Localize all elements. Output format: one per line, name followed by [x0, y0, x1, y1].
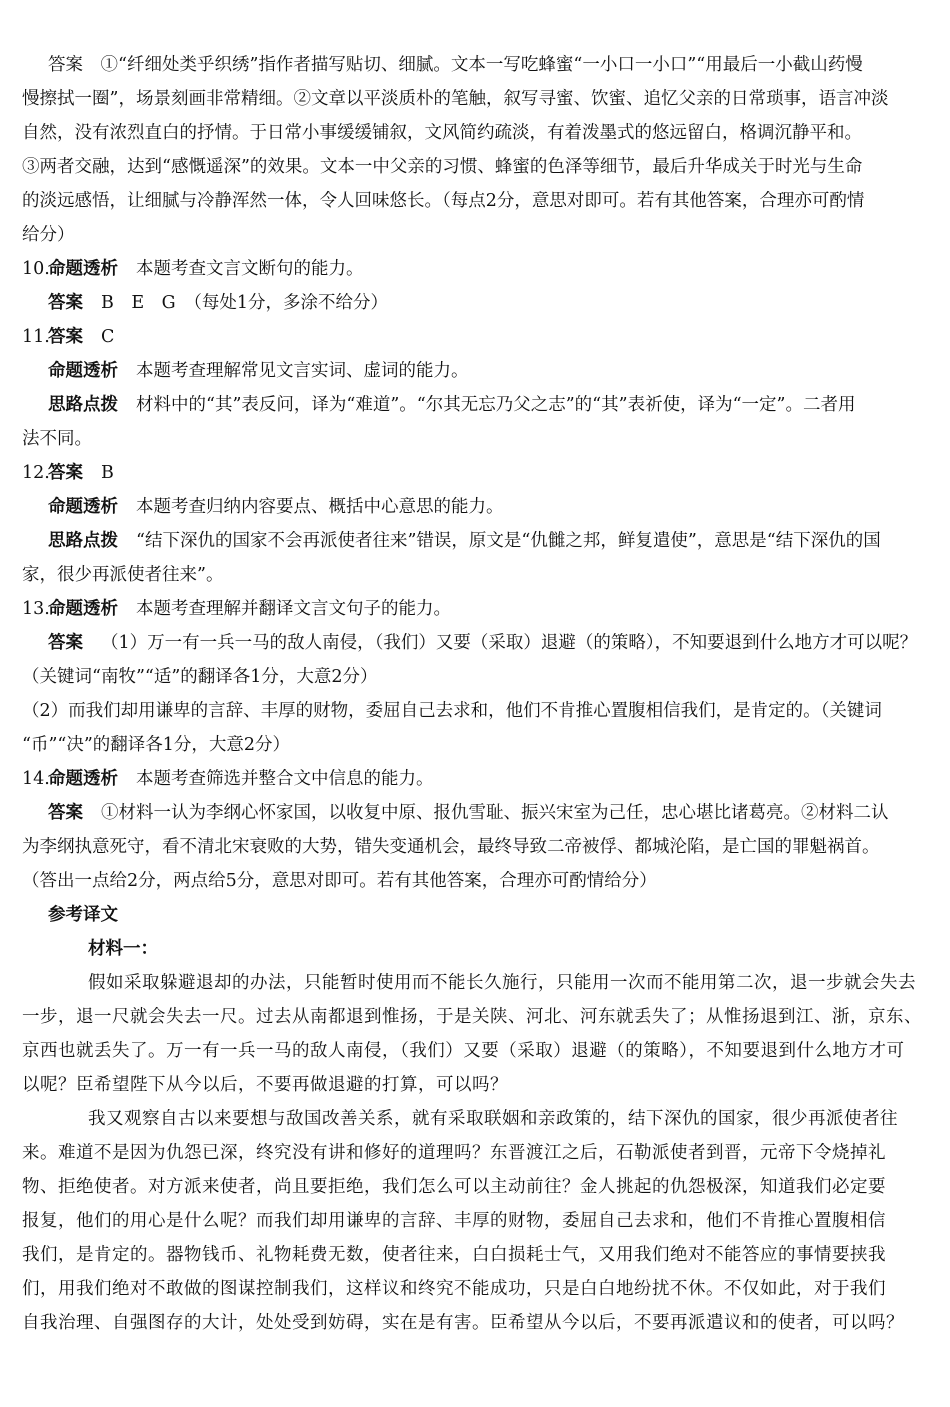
line-text: B [101, 463, 114, 483]
question-number: 12. [22, 463, 50, 483]
translation-line [0, 1136, 950, 1170]
question-13 [0, 592, 950, 626]
line-text: （关键词“南牧”“适”的翻译各1分，大意2分） [22, 667, 378, 687]
section-label: 答案 [48, 327, 83, 347]
line-text: “币”“决”的翻译各1分，大意2分） [22, 735, 291, 755]
text-line [0, 218, 950, 252]
question-14 [0, 762, 950, 796]
line-text: B E G （每处1分，多涂不给分） [101, 293, 388, 313]
line-text: 本题考查理解常见文言实词、虚词的能力。 [136, 361, 469, 381]
translation-line [0, 1272, 950, 1306]
section-label: 命题透析 [48, 599, 118, 619]
line-text: 本题考查筛选并整合文中信息的能力。 [136, 769, 434, 789]
line-text: 本题考查理解并翻译文言文句子的能力。 [136, 599, 451, 619]
line-text: 我又观察自古以来要想与敌国改善关系，就有采取联姻和亲政策的，结下深仇的国家，很少再派使者往 [88, 1109, 898, 1129]
translation-line [0, 1170, 950, 1204]
translation-line [0, 1068, 950, 1102]
question-number: 14. [22, 769, 50, 789]
translation-line [0, 966, 950, 1000]
question-number: 10. [22, 259, 50, 279]
section-label: 命题透析 [48, 769, 118, 789]
line-text: 假如采取躲避退却的办法，只能暂时使用而不能长久施行，只能用一次而不能用第二次，退一步就会失去 [88, 973, 916, 993]
text-line [0, 660, 950, 694]
line-text: 的淡远感悟，让细腻与冷静浑然一体，令人回味悠长。（每点2分，意思对即可。若有其他答案，合理亦可酌情 [22, 191, 865, 211]
section-label: 命题透析 [48, 361, 118, 381]
line-text: 材料中的“其”表反问，译为“难道”。“尔其无忘乃父之志”的“其”表祈使，译为“一定”。二者用 [136, 395, 856, 415]
line-text: 为李纲执意死守，看不清北宋衰败的大势，错失变通机会，最终导致二帝被俘、都城沦陷，是亡国的罪魁祸首。 [22, 837, 880, 857]
translation-line [0, 1102, 950, 1136]
text-line [0, 728, 950, 762]
line-text: 们，用我们绝对不敢做的图谋控制我们，这样议和终究不能成功，只是白白地纷扰不休。不仅如此，对于我们 [22, 1279, 886, 1299]
section-label: 参考译文 [48, 905, 118, 925]
line-text: 物、拒绝使者。对方派来使者，尚且要拒绝，我们怎么可以主动前往？金人挑起的仇怨极深，知道我们必定要 [22, 1177, 886, 1197]
line-text: （答出一点给2分，两点给5分，意思对即可。若有其他答案，合理亦可酌情给分） [22, 871, 657, 891]
line-text: 报复，他们的用心是什么呢？而我们却用谦卑的言辞、丰厚的财物，委屈自己去求和，他们不肯推心置腹相信 [22, 1211, 886, 1231]
question-number: 11. [22, 327, 50, 347]
line-text: 本题考查文言文断句的能力。 [136, 259, 364, 279]
answer-content [0, 48, 950, 1340]
question-10 [0, 252, 950, 286]
line-text: 家，很少再派使者往来”。 [22, 565, 224, 585]
text-line [0, 184, 950, 218]
text-line [0, 422, 950, 456]
line-text: 自然，没有浓烈直白的抒情。于日常小事缓缓铺叙，文风简约疏淡，有着泼墨式的悠远留白，格调沉静平和。 [22, 123, 862, 143]
text-line [0, 82, 950, 116]
line-text: “结下深仇的国家不会再派使者往来”错误，原文是“仇雠之邦，鲜复遣使”，意思是“结下深仇的国 [136, 531, 881, 551]
line-text: 一步，退一尺就会失去一尺。过去从南都退到惟扬，于是关陕、河北、河东就丢失了；从惟扬退到江、浙，京东、 [22, 1007, 922, 1027]
material-heading [0, 932, 950, 966]
line-text: C [101, 327, 115, 347]
text-line [0, 150, 950, 184]
question-11 [0, 320, 950, 354]
section-label: 命题透析 [48, 259, 118, 279]
line-text: ③两者交融，达到“感慨遥深”的效果。文本一中父亲的习惯、蜂蜜的色泽等细节，最后升华成关于时光与生命 [22, 157, 863, 177]
question-12 [0, 456, 950, 490]
translation-line [0, 1204, 950, 1238]
translation-line [0, 1000, 950, 1034]
section-label: 命题透析 [48, 497, 118, 517]
line-text: 本题考查归纳内容要点、概括中心意思的能力。 [136, 497, 504, 517]
line-text: 来。难道不是因为仇怨已深，终究没有讲和修好的道理吗？东晋渡江之后，石勒派使者到晋，元帝下令烧掉礼 [22, 1143, 886, 1163]
section-label: 思路点拨 [48, 395, 118, 415]
line-text: 慢擦拭一圈”，场景刻画非常精细。②文章以平淡质朴的笔触，叙写寻蜜、饮蜜、追忆父亲的日常琐事，语言冲淡 [22, 89, 889, 109]
section-label: 答案 [48, 803, 83, 823]
line-text: 京西也就丢失了。万一有一兵一马的敌人南侵，（我们）又要（采取）退避（的策略），不知要退到什么地方才可 [22, 1041, 905, 1061]
section-label: 答案 [48, 293, 83, 313]
answer-line [0, 286, 950, 320]
question-number: 13. [22, 599, 50, 619]
text-line [0, 830, 950, 864]
text-line [0, 558, 950, 592]
translation-line [0, 1034, 950, 1068]
analysis-line [0, 354, 950, 388]
translation-heading [0, 898, 950, 932]
line-text: 给分） [22, 225, 75, 245]
text-line [0, 694, 950, 728]
section-label: 思路点拨 [48, 531, 118, 551]
text-line [0, 116, 950, 150]
translation-line [0, 1306, 950, 1340]
line-text: 我们，是肯定的。器物钱币、礼物耗费无数，使者往来，白白损耗士气，又用我们绝对不能答应的事情要挟我 [22, 1245, 886, 1265]
answer-line [0, 626, 950, 660]
hint-line [0, 388, 950, 422]
line-text: 答案 ①“纤细处类乎织绣”指作者描写贴切、细腻。文本一写吃蜂蜜“一小口一小口”“用最后一小截山药慢 [48, 55, 863, 75]
analysis-line [0, 490, 950, 524]
text-line [0, 864, 950, 898]
line-text: （2）而我们却用谦卑的言辞、丰厚的财物，委屈自己去求和，他们不肯推心置腹相信我们，是肯定的。（关键词 [22, 701, 882, 721]
line-text: ①材料一认为李纲心怀家国，以收复中原、报仇雪耻、振兴宋室为己任，忠心堪比诸葛亮。②材料二认 [101, 803, 889, 823]
section-label: 答案 [48, 633, 83, 653]
line-text: 法不同。 [22, 429, 92, 449]
line-text: 以呢？臣希望陛下从今以后，不要再做退避的打算，可以吗？ [22, 1075, 508, 1095]
line-text: （1）万一有一兵一马的敌人南侵，（我们）又要（采取）退避（的策略），不知要退到什么地方才可以呢？ [101, 633, 918, 653]
translation-line [0, 1238, 950, 1272]
answer-line [0, 796, 950, 830]
hint-line [0, 524, 950, 558]
material-label: 材料一： [88, 939, 158, 959]
section-label: 答案 [48, 463, 83, 483]
text-line [0, 48, 950, 82]
line-text: 自我治理、自强图存的大计，处处受到妨碍，实在是有害。臣希望从今以后，不要再派遣议和的使者，可以吗？ [22, 1313, 904, 1333]
